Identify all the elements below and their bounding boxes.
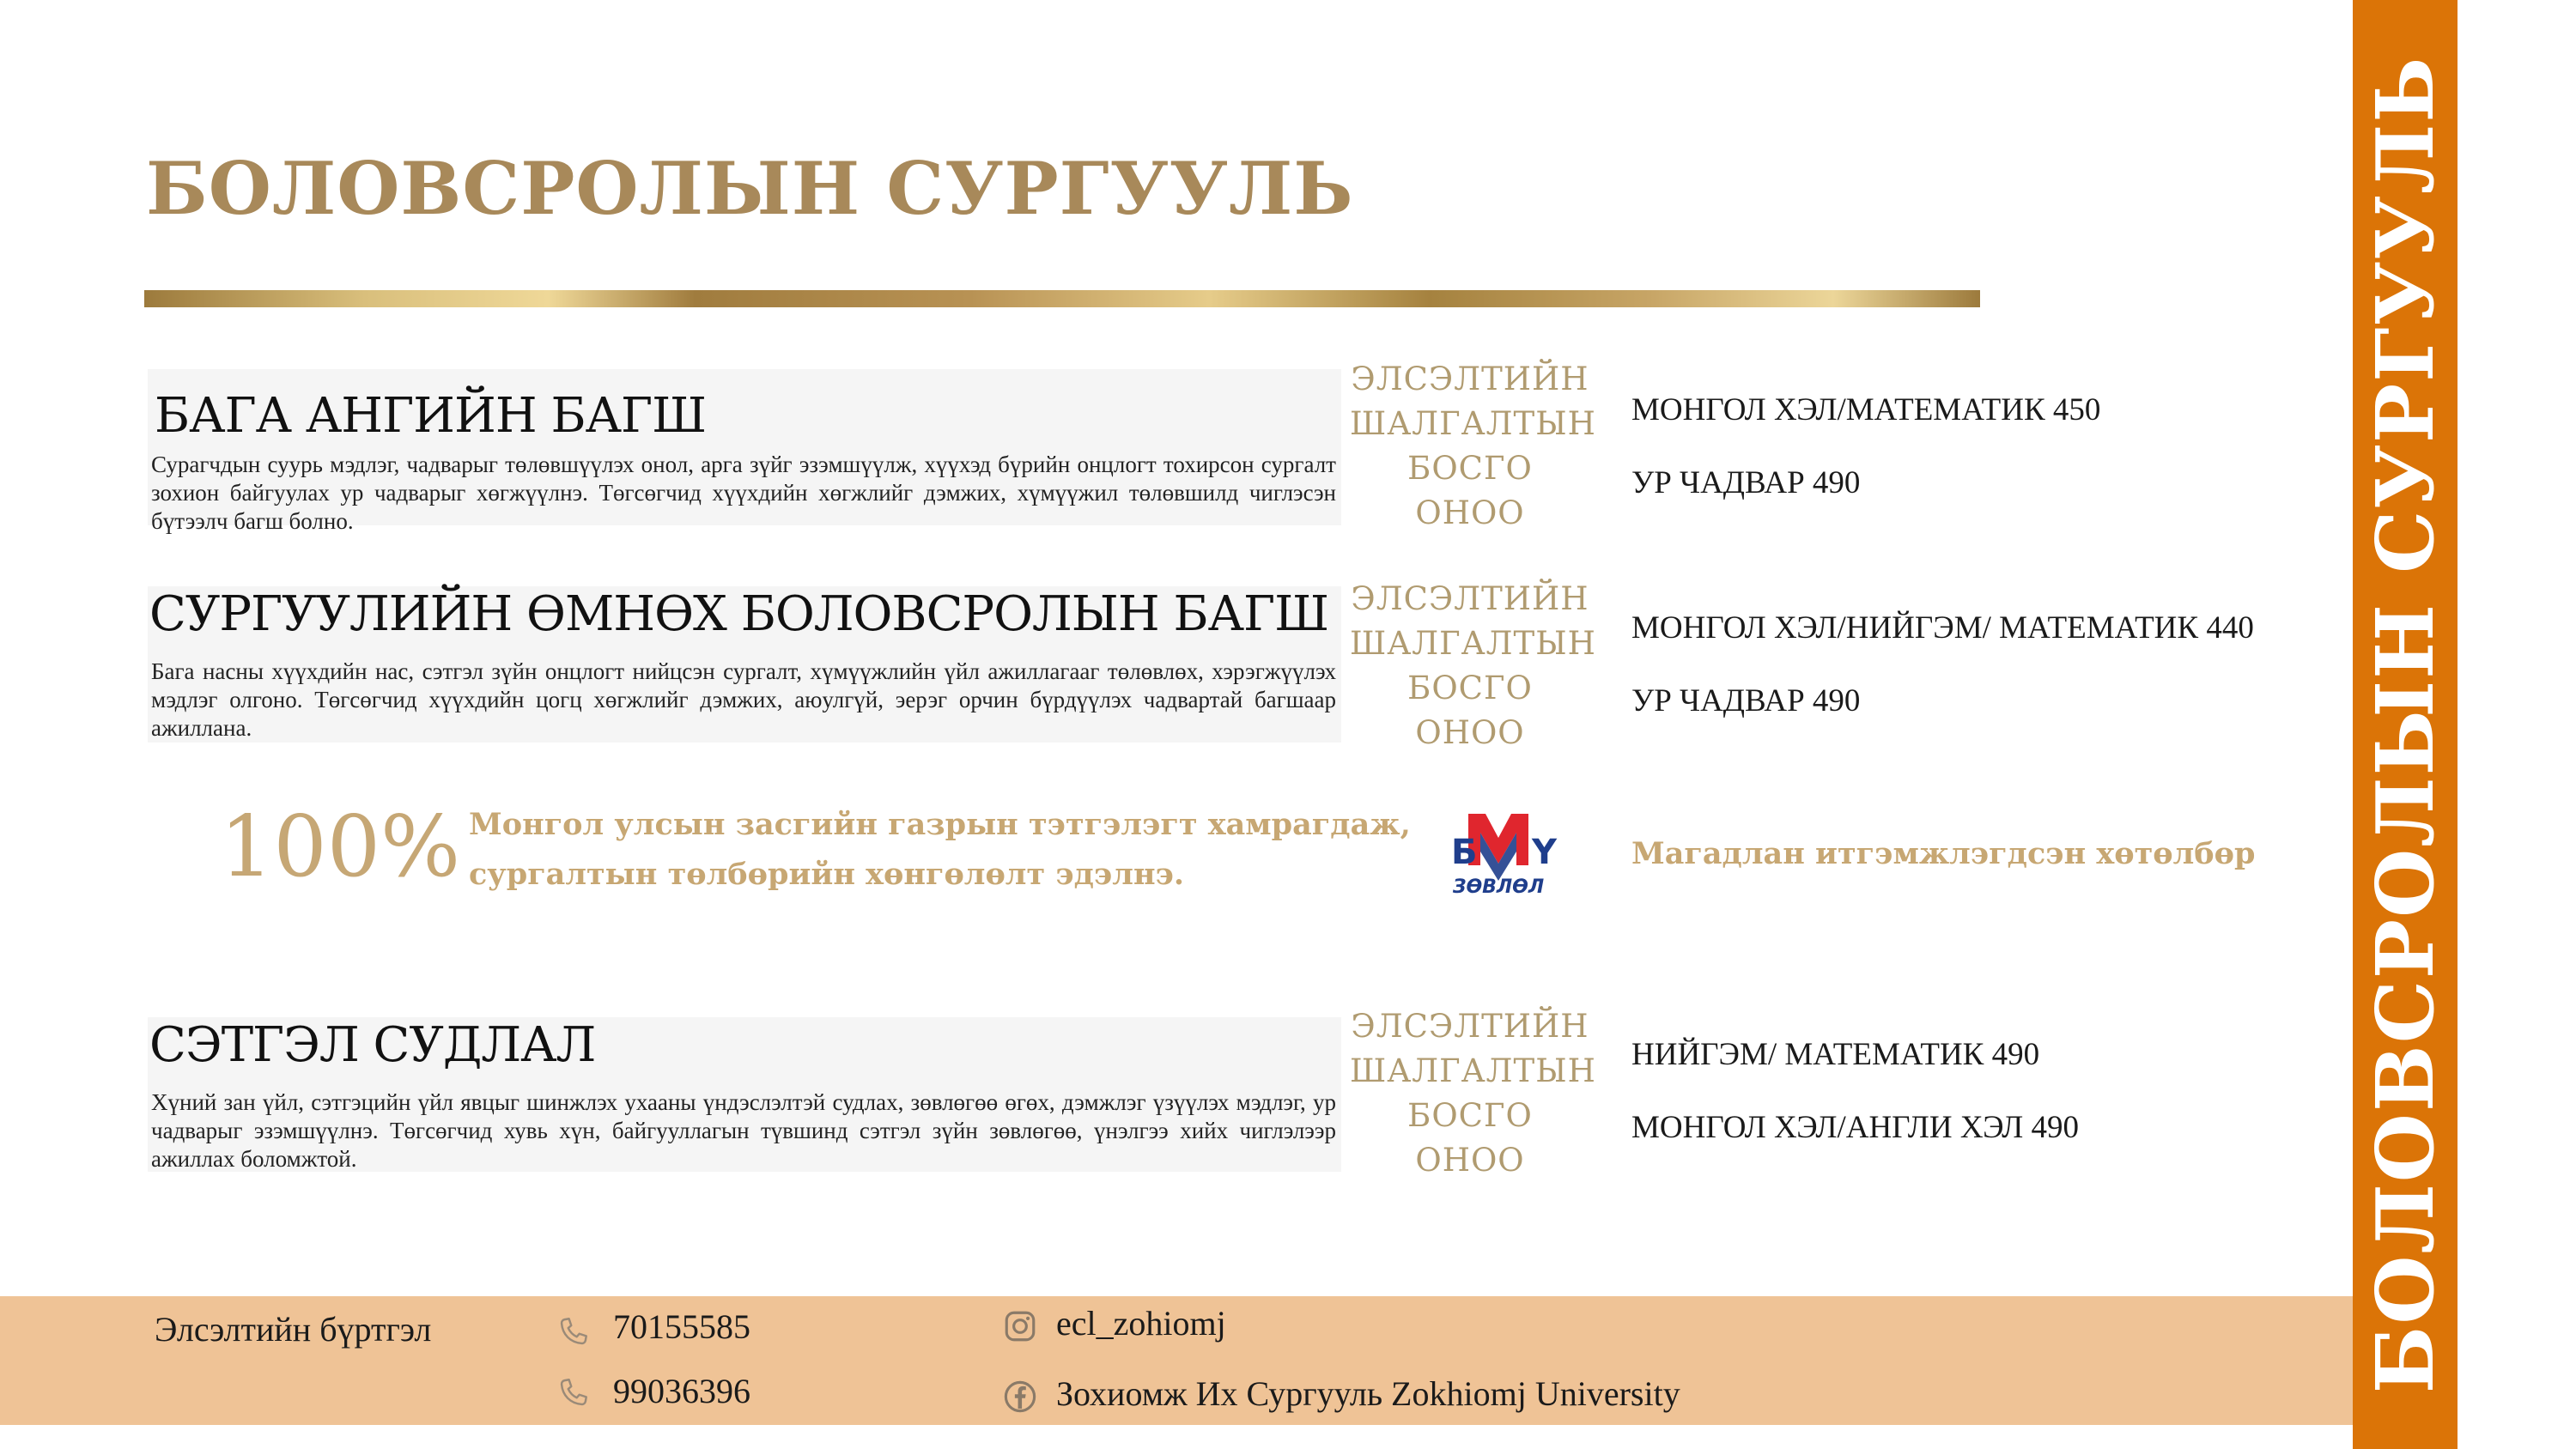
score-label: ЭЛСЭЛТИЙН ШАЛГАЛТЫН БОСГО ОНОО	[1350, 361, 1596, 531]
svg-text:Б: Б	[1451, 833, 1478, 872]
scholarship-note: Монгол улсын засгийн газрын тэтгэлэгт хамрагдаж, сургалтын төлбөрийн хөнгөлөлт эдэлнэ.	[469, 807, 1411, 892]
requirement: МОНГОЛ ХЭЛ/НИЙГЭМ/ МАТЕМАТИК 440	[1631, 610, 2254, 646]
program-description: Сурагчдын суурь мэдлэг, чадварыг төлөвшүүлэх онол, арга зүйг эзэмшүүлж, хүүхэд бүрийн онцлогт тохирсон сургалт зохион байгуулах ур чадварыг хөгжүүлнэ. Төгсөгчид хүүхдийн хөгжлийг дэмжих, хүмүүжил төлөвшилд чиглэсэн бүтээлч багш болно.	[151, 452, 1336, 534]
program-description: Хүний зан үйл, сэтгэцийн үйл явцыг шинжлэх ухааны үндэслэлтэй судлах, зөвлөгөө өгөх, дэмжлэг үзүүлэх мэдлэг, ур чадварыг эзэмшүүлнэ. Төгсөгчид хувь хүн, байгууллагын түвшинд сэтгэл зүйн зөвлөгөө, үнэлгээ хийх чиглэлээр ажиллах боломжтой.	[151, 1089, 1336, 1172]
phone-number[interactable]: 99036396	[613, 1372, 750, 1410]
program-title: СУРГУУЛИЙН ӨМНӨХ БОЛОВСРОЛЫН БАГШ	[149, 586, 1329, 642]
program-title: СЭТГЭЛ СУДЛАЛ	[149, 1017, 596, 1073]
phone-number[interactable]: 70155585	[613, 1307, 750, 1346]
requirement: УР ЧАДВАР 490	[1631, 465, 1861, 500]
page-title: БОЛОВСРОЛЫН СУРГУУЛЬ	[146, 146, 1354, 231]
svg-text:Y: Y	[1532, 833, 1557, 872]
side-banner-title: БОЛОВСРОЛЫН СУРГУУЛЬ	[2359, 55, 2451, 1394]
requirement: МОНГОЛ ХЭЛ/АНГЛИ ХЭЛ 490	[1631, 1110, 2080, 1145]
svg-text:ЗӨВЛӨЛ: ЗӨВЛӨЛ	[1452, 876, 1545, 898]
requirement: НИЙГЭМ/ МАТЕМАТИК 490	[1631, 1037, 2040, 1072]
accreditation-text: Магадлан итгэмжлэгдсэн хөтөлбөр	[1631, 836, 2256, 871]
accreditation-logo	[1425, 814, 1571, 900]
facebook-icon	[1002, 1379, 1038, 1415]
score-label: ЭЛСЭЛТИЙН ШАЛГАЛТЫН БОСГО ОНОО	[1350, 580, 1596, 751]
gold-divider	[144, 290, 1980, 307]
facebook-page[interactable]: Зохиомж Их Сургууль Zokhiomj University	[1056, 1374, 1680, 1413]
requirement: УР ЧАДВАР 490	[1631, 683, 1861, 718]
program-title: БАГА АНГИЙН БАГШ	[155, 388, 707, 444]
score-label: ЭЛСЭЛТИЙН ШАЛГАЛТЫН БОСГО ОНОО	[1350, 1008, 1596, 1179]
discount-percent: 100%	[220, 798, 461, 896]
registration-label: Элсэлтийн бүртгэл	[155, 1310, 432, 1349]
phone-icon	[555, 1375, 591, 1411]
instagram-icon	[1002, 1308, 1038, 1344]
program-description: Бага насны хүүхдийн нас, сэтгэл зүйн онцлогт нийцсэн сургалт, хүмүүжлийн үйл ажиллагааг төлөвлөх, хэрэгжүүлэх мэдлэг олгоно. Төгсөгчид хүүхдийн цогц хөгжлийг дэмжих, аюулгүй, эерэг орчин бүрдүүлэх чадвартай багшаар ажиллана.	[151, 658, 1336, 741]
phone-icon	[555, 1314, 591, 1350]
requirement: МОНГОЛ ХЭЛ/МАТЕМАТИК 450	[1631, 392, 2101, 427]
instagram-handle[interactable]: ecl_zohiomj	[1056, 1304, 1226, 1343]
